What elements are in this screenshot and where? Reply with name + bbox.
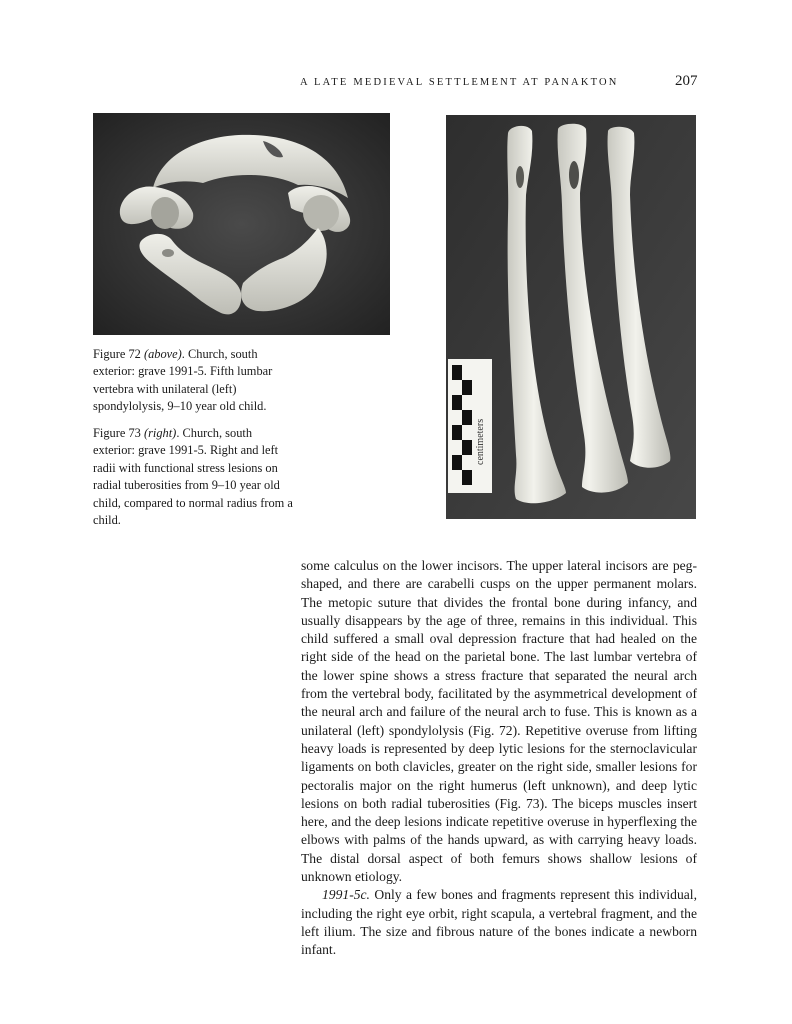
figure-73-photo [446,115,696,519]
running-head: A LATE MEDIEVAL SETTLEMENT AT PANAKTON [300,77,619,88]
figure-72-caption [93,346,293,416]
centimeter-scale [448,359,492,493]
figure-72-label: Figure 72 [93,347,141,361]
body-text [301,557,697,960]
figure-73-text: . Church, south exterior: grave 1991-5. Right and left radii with functional stress lesions on radial tuberosities from 9–10 year old child, compared to normal radius from a child. [93,426,293,528]
figure-72-text: . Church, south exterior: grave 1991-5. Fifth lumbar vertebra with unilateral (left) spondylolysis, 9–10 year old child. [93,347,273,414]
radii-image [446,115,696,519]
body-paragraph-1: some calculus on the lower incisors. The upper lateral incisors are peg-shaped, and there are carabelli cusps on the upper permanent molars. The metopic suture that divides the frontal bone during infancy, and usually disappears by the age of three, remains in this individual. This child suffered a small oval depression fracture that had healed on the right side of the head on the parietal bone. The last lumbar vertebra of the lower spine shows a stress fracture that separated the neural arch from the vertebral body, facilitated by the asymmetrical development of the neural arch and failure of the neural arch to fuse. This is known as a unilateral (left) spondylolysis (Fig. 72). Repetitive overuse from lifting heavy loads is represented by deep lytic lesions for the sternoclavicular ligaments on both clavicles, greater on the right side, smaller lesions for pectoralis major on the right humerus (left unknown), and deep lytic lesions on both radial tuberosities (Fig. 73). The biceps muscles insert here, and the deep lesions indicate repetitive overuse in hyperflexing the elbows with palms of the hands upward, as with carrying heavy loads. The distal dorsal aspect of both femurs shows shallow lesions of unknown etiology. [301,558,697,885]
page-number: 207 [675,73,698,89]
body-paragraph-2-text: Only a few bones and fragments represent this individual, including the right eye orbit, right scapula, a vertebral fragment, and the left ilium. The size and fibrous nature of the bones indicate a newborn infant. [301,887,697,958]
figure-73-caption [93,425,293,529]
figure-72-photo [93,113,390,335]
figure-72-position: (above) [143,347,182,361]
figure-73-position: (right) [143,426,177,440]
grave-subheading: 1991-5c. [322,887,370,903]
body-paragraph-2 [301,886,697,959]
figure-73-label: Figure 73 [93,426,141,440]
scale-label: centimeters [475,418,486,465]
vertebra-image [93,113,390,335]
